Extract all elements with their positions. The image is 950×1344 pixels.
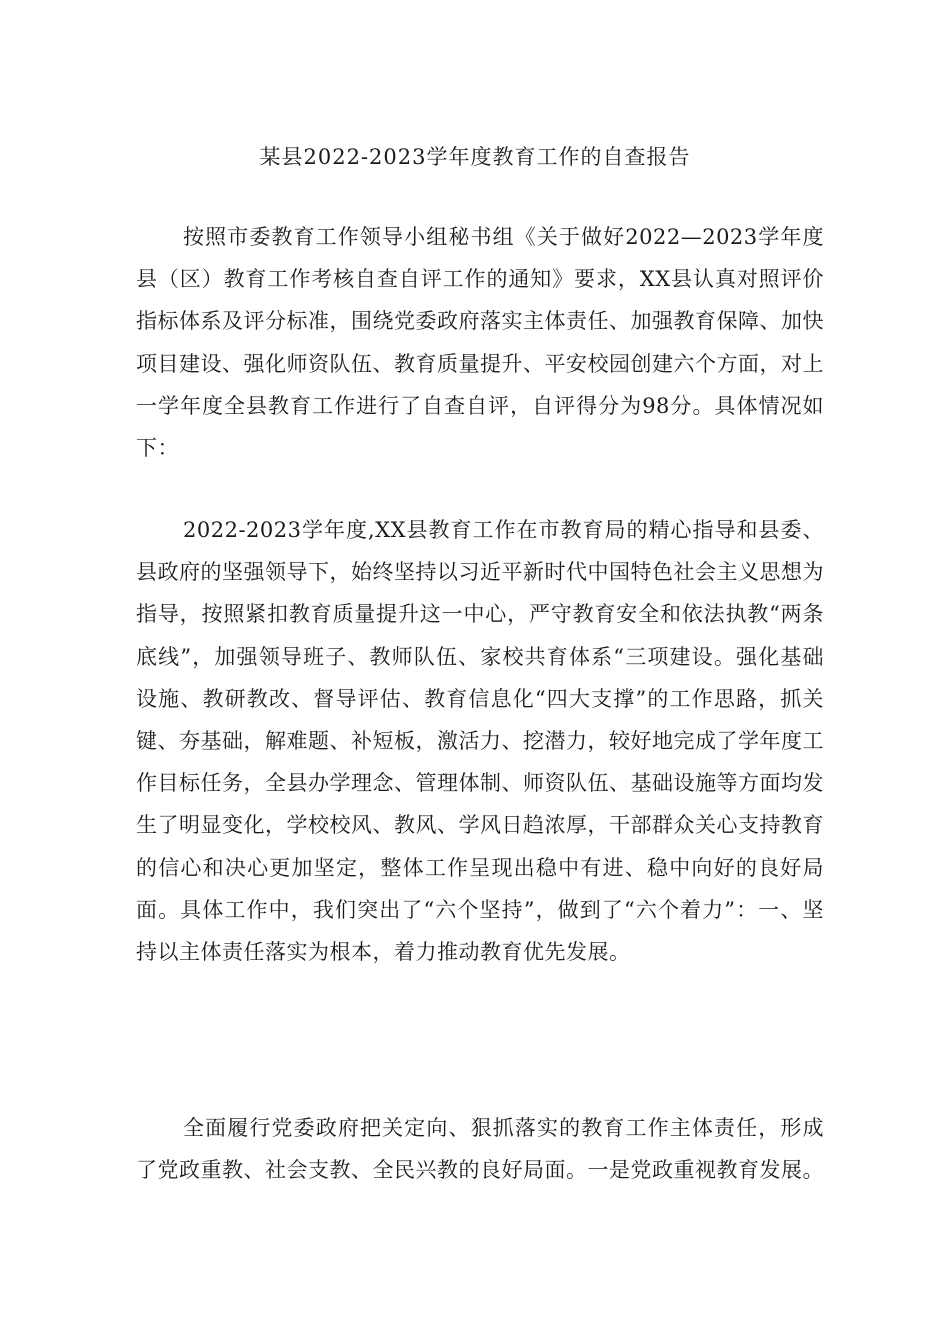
paragraph-responsibility: 全面履行党委政府把关定向、狠抓落实的教育工作主体责任，形成了党政重教、社会支教、全民兴教的良好局面。一是党政重视教育发展。 — [136, 1116, 824, 1183]
document-title: 某县2022-2023学年度教育工作的自查报告 — [259, 145, 691, 169]
paragraph-intro: 按照市委教育工作领导小组秘书组《关于做好2022—2023学年度县（区）教育工作考核自查自评工作的通知》要求，XX县认真对照评价指标体系及评分标准，围绕党委政府落实主体责任、加强教育保障、加快项目建设、强化师资队伍、教育质量提升、平安校园创建六个方面，对上一学年度全县教育工作进行了自查自评，自评得分为98分。具体情况如下： — [136, 225, 824, 461]
paragraph-overview: 2022-2023学年度,XX县教育工作在市教育局的精心指导和县委、县政府的坚强领导下，始终坚持以习近平新时代中国特色社会主义思想为指导，按照紧扣教育质量提升这一中心，严守教育安全和依法执教“两条底线”，加强领导班子、教师队伍、家校共育体系“三项建设。强化基础设施、教研教改、督导评估、教育信息化“四大支撑”的工作思路，抓关键、夯基础，解难题、补短板，激活力、挖潜力，较好地完成了学年度工作目标任务，全县办学理念、管理体制、师资队伍、基础设施等方面均发生了明显变化，学校校风、教风、学风日趋浓厚，干部群众关心支持教育的信心和决心更加坚定，整体工作呈现出稳中有进、稳中向好的良好局面。具体工作中，我们突出了“六个坚持”，做到了“六个着力”：一、坚持以主体责任落实为根本，着力推动教育优先发展。 — [136, 518, 824, 965]
